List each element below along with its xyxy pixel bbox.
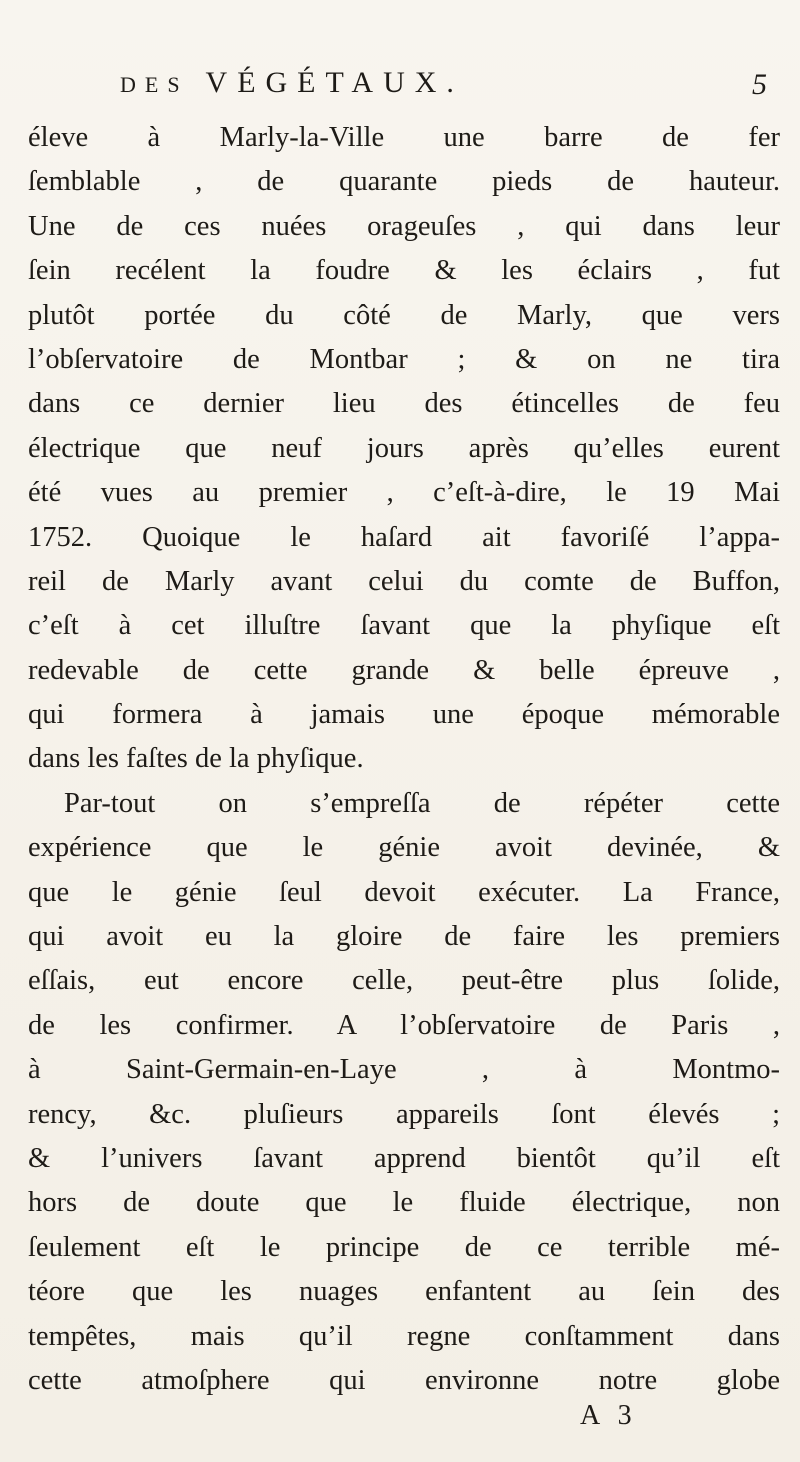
text-line: dans ce dernier lieu des étincelles de feu — [28, 388, 780, 420]
text-line: à Saint-Germain-en-Laye , à Montmo- — [28, 1054, 780, 1086]
text-line: électrique que neuf jours après qu’elles eurent — [28, 432, 780, 464]
text-line: qui formera à jamais une époque mémorable — [28, 699, 780, 731]
text-line: cette atmoſphere qui environne notre globe — [28, 1364, 780, 1396]
text-line: expérience que le génie avoit devinée, & — [28, 832, 780, 864]
text-line: tempêtes, mais qu’il regne conſtamment dans — [28, 1320, 780, 1352]
text-line: Une de ces nuées orageuſes , qui dans leur — [28, 210, 780, 242]
paragraph-2 — [28, 782, 780, 1403]
running-title — [120, 66, 464, 100]
text-line: ſein recélent la foudre & les éclairs , fut — [28, 255, 780, 287]
text-line: plutôt portée du côté de Marly, que vers — [28, 299, 780, 331]
text-line: hors de doute que le fluide électrique, non — [28, 1187, 780, 1219]
text-line: c’eſt à cet illuſtre ſavant que la phyſique eſt — [28, 610, 780, 642]
text-line: l’obſervatoire de Montbar ; & on ne tira — [28, 343, 780, 375]
paragraph-1 — [28, 116, 780, 782]
text-line: redevable de cette grande & belle épreuve , — [28, 654, 780, 686]
text-line: été vues au premier , c’eſt-à-dire, le 19 Mai — [28, 477, 780, 509]
text-line: 1752. Quoique le haſard ait favoriſé l’appa- — [28, 521, 780, 553]
text-line: que le génie ſeul devoit exécuter. La France, — [28, 876, 780, 908]
page-number: 5 — [752, 68, 767, 101]
text-line: rency, &c. pluſieurs appareils ſont élevés ; — [28, 1098, 780, 1130]
running-head — [0, 66, 800, 106]
running-title-main: VÉGÉTAUX. — [205, 66, 464, 99]
text-line: ſemblable , de quarante pieds de hauteur. — [28, 166, 780, 198]
signature-mark: A 3 — [580, 1400, 638, 1431]
text-line: de les confirmer. A l’obſervatoire de Paris , — [28, 1009, 780, 1041]
text-line: téore que les nuages enfantent au ſein des — [28, 1276, 780, 1308]
text-line: éleve à Marly-la-Ville une barre de fer — [28, 122, 780, 153]
text-line: reil de Marly avant celui du comte de Buffon, — [28, 565, 780, 597]
running-title-prefix: DES — [120, 72, 189, 97]
text-line: eſſais, eut encore celle, peut-être plus ſolide, — [28, 965, 780, 997]
text-line: Par-tout on s’empreſſa de répéter cette — [64, 787, 780, 819]
body-text — [28, 116, 780, 1403]
text-line: & l’univers ſavant apprend bientôt qu’il eſt — [28, 1142, 780, 1174]
text-line: qui avoit eu la gloire de faire les premiers — [28, 921, 780, 953]
text-line: ſeulement eſt le principe de ce terrible mé- — [28, 1231, 780, 1263]
text-line: dans les faſtes de la phyſique. — [28, 743, 364, 775]
